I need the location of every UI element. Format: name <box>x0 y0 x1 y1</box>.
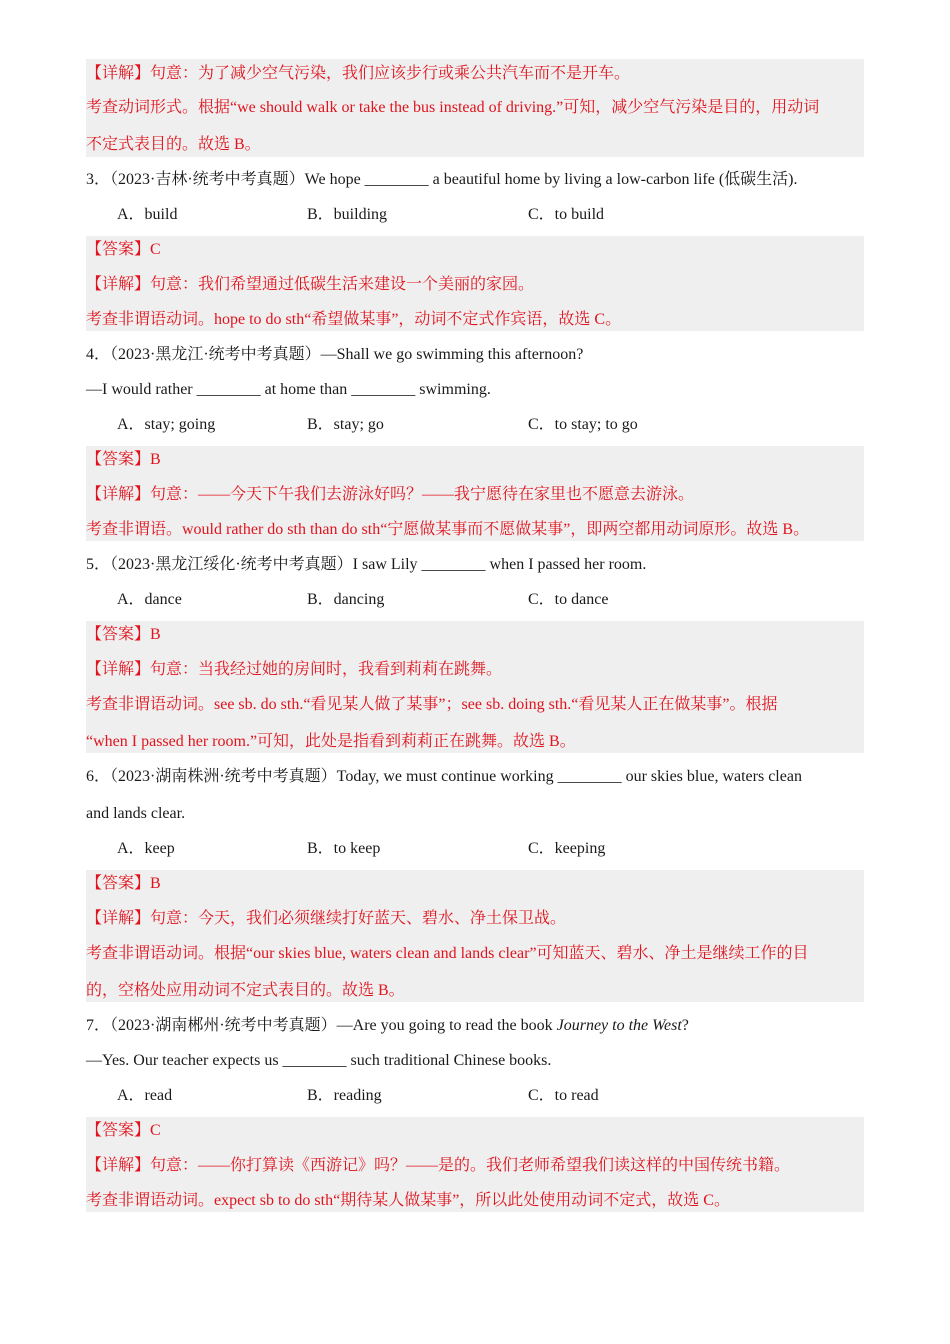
option-a: A．stay; going <box>117 416 216 433</box>
option-b: B．stay; go <box>307 416 384 433</box>
explanation-text: 【详解】句意：——今天下午我们去游泳好吗？——我宁愿待在家里也不愿意去游泳。 <box>86 486 695 503</box>
question-6-stem: 6．（2023·湖南株洲·统考中考真题）Today, we must continue working ________ our skies blue, waters clean <box>86 768 802 785</box>
option-c: C．to build <box>528 206 605 223</box>
book-title: Journey to the West <box>556 1017 682 1034</box>
analysis-text: 考查非谓语动词。根据“our skies blue, waters clean and lands clear”可知蓝天、碧水、净土是继续工作的目 <box>86 945 809 962</box>
answer-text: 【答案】C <box>86 1122 161 1139</box>
answer-text: 【答案】B <box>86 451 161 468</box>
analysis-text: 考查非谓语动词。expect sb to do sth“期待某人做某事”，所以此处使用动词不定式，故选 C。 <box>86 1192 730 1209</box>
analysis-text: 的，空格处应用动词不定式表目的。故选 B。 <box>86 982 405 999</box>
question-5-stem: 5．（2023·黑龙江绥化·统考中考真题）I saw Lily ________ when I passed her room. <box>86 556 647 573</box>
option-c: C．keeping <box>528 840 606 857</box>
analysis-text: 不定式表目的。故选 B。 <box>86 136 261 153</box>
option-a: A．keep <box>117 840 175 857</box>
question-7-stem <box>86 1014 866 1038</box>
answer-text: 【答案】B <box>86 626 161 643</box>
option-b: B．dancing <box>307 591 385 608</box>
explanation-text: 【详解】句意：我们希望通过低碳生活来建设一个美丽的家园。 <box>86 276 535 293</box>
option-a: A．read <box>117 1087 173 1104</box>
option-c: C．to stay; to go <box>528 416 638 433</box>
analysis-text: 考查非谓语动词。see sb. do sth.“看见某人做了某事”；see sb. doing sth.“看见某人正在做某事”。根据 <box>86 696 778 713</box>
question-4-stem: 4．（2023·黑龙江·统考中考真题）—Shall we go swimming this afternoon? <box>86 346 584 363</box>
explanation-text: 【详解】句意：——你打算读《西游记》吗？——是的。我们老师希望我们读这样的中国传统书籍。 <box>86 1157 791 1174</box>
option-a: A．build <box>117 206 178 223</box>
analysis-text: 考查非谓语。would rather do sth than do sth“宁愿做某事而不愿做某事”，即两空都用动词原形。故选 B。 <box>86 521 810 538</box>
question-3-stem: 3．（2023·吉林·统考中考真题）We hope ________ a beautiful home by living a low-carbon life (低碳生活). <box>86 171 798 188</box>
question-mark: ? <box>681 1017 689 1034</box>
option-a: A．dance <box>117 591 182 608</box>
analysis-text: “when I passed her room.”可知，此处是指看到莉莉正在跳舞。故选 B。 <box>86 733 576 750</box>
question-7-stem-text: 7．（2023·湖南郴州·统考中考真题）—Are you going to read the book <box>86 1017 557 1034</box>
answer-text: 【答案】C <box>86 241 161 258</box>
option-b: B．reading <box>307 1087 382 1104</box>
explanation-text: 【详解】句意：今天，我们必须继续打好蓝天、碧水、净土保卫战。 <box>86 910 567 927</box>
answer-text: 【答案】B <box>86 875 161 892</box>
analysis-text: 考查非谓语动词。hope to do sth“希望做某事”，动词不定式作宾语，故选 C。 <box>86 311 622 328</box>
explanation-text: 【详解】句意：当我经过她的房间时，我看到莉莉在跳舞。 <box>86 661 503 678</box>
analysis-text: 考查动词形式。根据“we should walk or take the bus instead of driving.”可知，减少空气污染是目的，用动词 <box>86 99 820 116</box>
explanation-text: 【详解】句意：为了减少空气污染，我们应该步行或乘公共汽车而不是开车。 <box>86 65 631 82</box>
question-6-stem-line2: and lands clear. <box>86 805 186 822</box>
question-7-stem-line2: —Yes. Our teacher expects us ________ such traditional Chinese books. <box>86 1052 552 1069</box>
option-b: B．building <box>307 206 388 223</box>
option-c: C．to read <box>528 1087 599 1104</box>
question-4-stem-line2: —I would rather ________ at home than ________ swimming. <box>86 381 491 398</box>
option-b: B．to keep <box>307 840 381 857</box>
option-c: C．to dance <box>528 591 609 608</box>
